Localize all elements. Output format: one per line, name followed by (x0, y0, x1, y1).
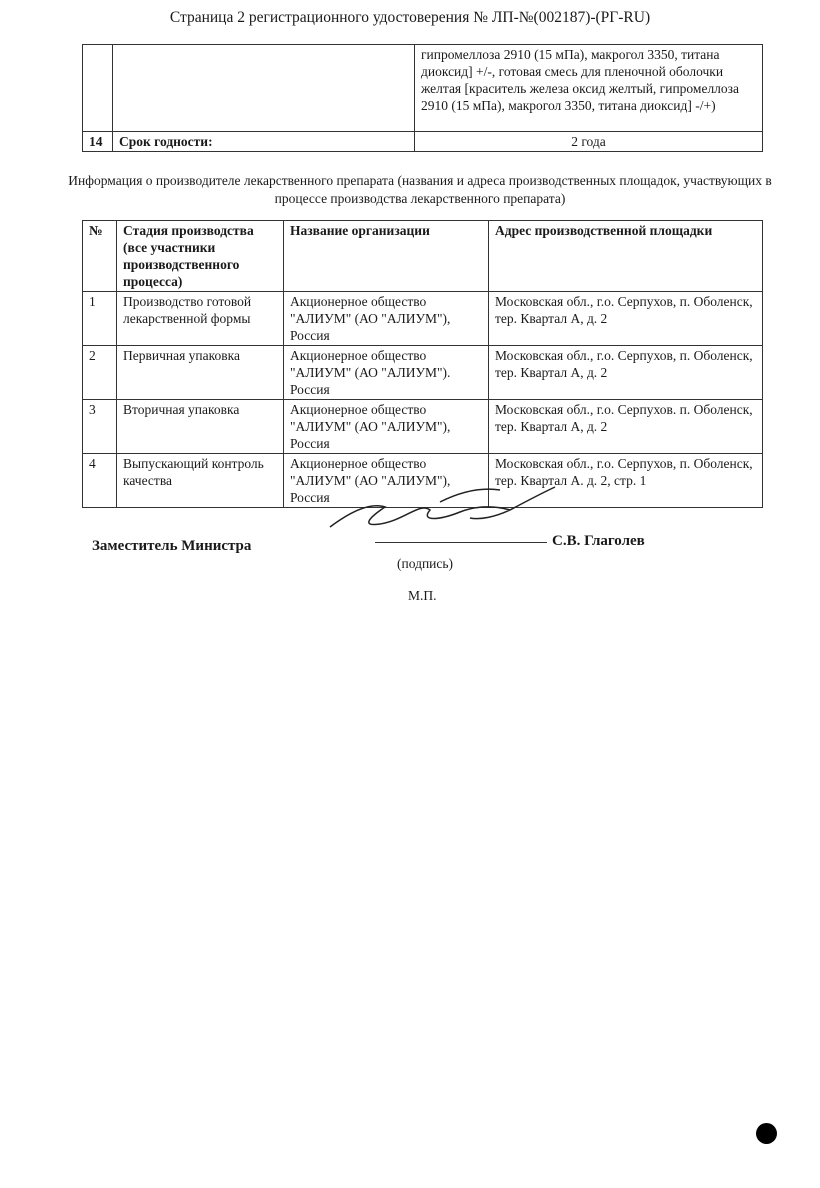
cell-number: 4 (83, 454, 117, 508)
table-row (83, 346, 763, 400)
table-row (83, 45, 763, 132)
cell-organization: Акционерное общество "АЛИУМ" (АО "АЛИУМ"). Россия (284, 346, 489, 400)
table-row (83, 400, 763, 454)
cell-address: Московская обл., г.о. Серпухов, п. Оболенск, тер. Квартал А. д. 2, стр. 1 (489, 454, 763, 508)
stamp-place-label: М.П. (408, 588, 437, 603)
signature-caption: (подпись) (397, 556, 454, 571)
scan-mark-dot (756, 1123, 777, 1144)
header-number: № (83, 221, 117, 292)
table-row (83, 132, 763, 152)
manufacturer-info-heading: Информация о производителе лекарственного препарата (названия и адреса производственных площадок, участвующих в процессе производства лекарственного препарата) (68, 173, 772, 206)
cell-organization: Акционерное общество "АЛИУМ" (АО "АЛИУМ"), Россия (284, 400, 489, 454)
cell-address: Московская обл., г.о. Серпухов, п. Оболенск, тер. Квартал А, д. 2 (489, 292, 763, 346)
signatory-name: С.В. Глаголев (552, 533, 645, 549)
properties-table (82, 44, 763, 152)
cell-address: Московская обл., г.о. Серпухов, п. Оболенск, тер. Квартал А, д. 2 (489, 346, 763, 400)
signatory-role: Заместитель Министра (92, 538, 252, 554)
header-address: Адрес производственной площадки (489, 221, 763, 292)
cell-number: 2 (83, 346, 117, 400)
cell-stage: Производство готовой лекарственной формы (117, 292, 284, 346)
row-value: 2 года (415, 132, 763, 152)
cell-organization: Акционерное общество "АЛИУМ" (АО "АЛИУМ"), Россия (284, 292, 489, 346)
header-stage: Стадия производства (все участники производственного процесса) (117, 221, 284, 292)
cell-stage: Первичная упаковка (117, 346, 284, 400)
cell-stage: Вторичная упаковка (117, 400, 284, 454)
cell-address: Московская обл., г.о. Серпухов. п. Оболенск, тер. Квартал А, д. 2 (489, 400, 763, 454)
table-header-row (83, 221, 763, 292)
signature-line (375, 542, 547, 543)
page-title: Страница 2 регистрационного удостоверения № ЛП-№(002187)-(РГ-RU) (169, 9, 651, 26)
handwritten-signature (310, 482, 570, 542)
cell-number: 1 (83, 292, 117, 346)
composition-cell: гипромеллоза 2910 (15 мПа), макрогол 3350, титана диоксид] +/-, готовая смесь для пленочной оболочки желтая [краситель железа оксид желтый, гипромеллоза 2910 (15 мПа), макрогол 3350, титана диоксид] -/+) (415, 45, 763, 132)
row-number: 14 (83, 132, 113, 152)
header-organization: Название организации (284, 221, 489, 292)
row-label: Срок годности: (113, 132, 415, 152)
cell-stage: Выпускающий контроль качества (117, 454, 284, 508)
cell-number: 3 (83, 400, 117, 454)
cell-organization: Акционерное общество "АЛИУМ" (АО "АЛИУМ"), Россия (284, 454, 489, 508)
manufacturer-table (82, 220, 763, 508)
table-row (83, 292, 763, 346)
